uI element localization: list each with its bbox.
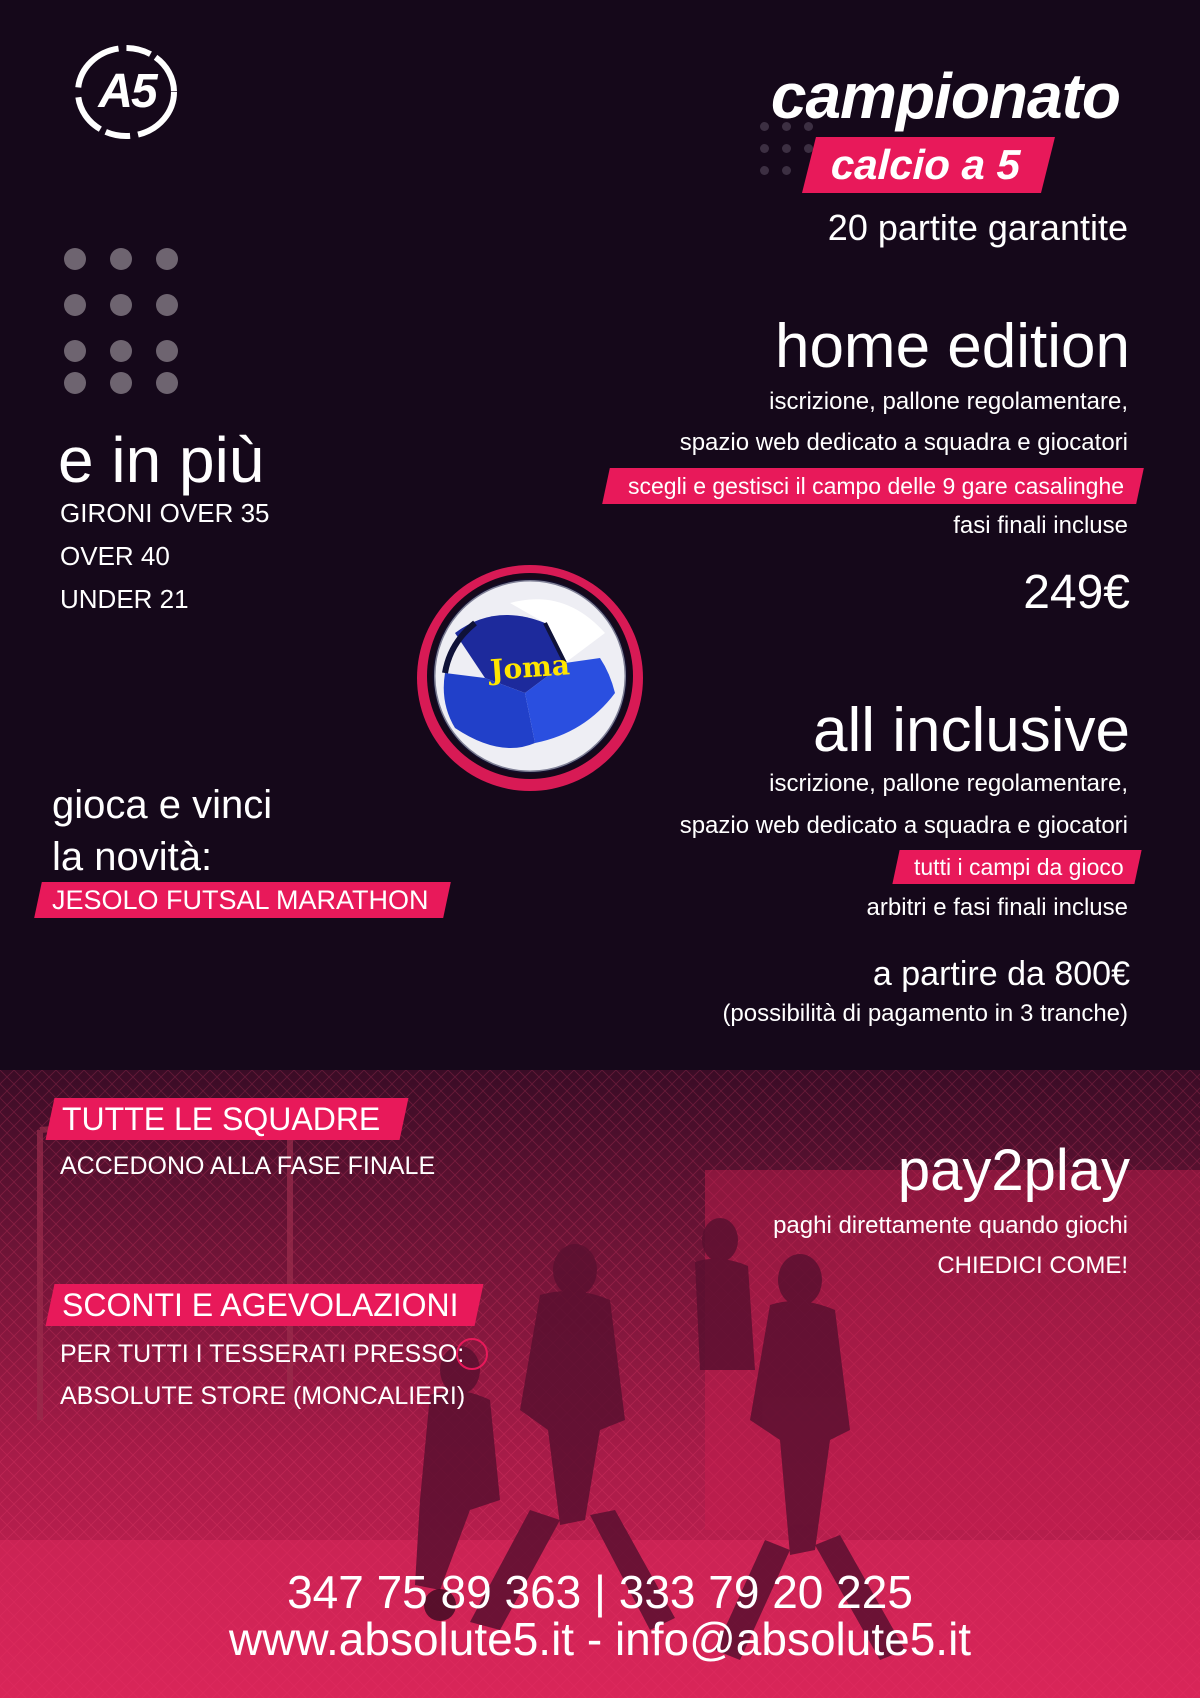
all-inclusive-price: a partire da 800€ bbox=[872, 955, 1130, 993]
discounts-tag bbox=[46, 1284, 483, 1326]
promo-line1: gioca e vinci bbox=[52, 783, 273, 827]
extras-heading: e in più bbox=[58, 424, 265, 496]
all-inclusive-line1: iscrizione, pallone regolamentare, bbox=[769, 770, 1128, 797]
home-edition-highlight-tag bbox=[602, 468, 1144, 504]
home-edition-line3: fasi finali incluse bbox=[953, 512, 1128, 539]
left-dots-decoration bbox=[64, 248, 184, 398]
home-edition-line1: iscrizione, pallone regolamentare, bbox=[769, 388, 1128, 415]
all-inclusive-title: all inclusive bbox=[812, 696, 1130, 765]
all-inclusive-line2: spazio web dedicato a squadra e giocatori bbox=[679, 812, 1128, 839]
pay2play-line2: CHIEDICI COME! bbox=[937, 1252, 1128, 1279]
extras-item: OVER 40 bbox=[60, 541, 170, 571]
brand-logo bbox=[72, 42, 182, 142]
extras-item: GIRONI OVER 35 bbox=[60, 498, 270, 528]
discounts-logo-icon bbox=[456, 1338, 488, 1370]
all-inclusive-note: (possibilità di pagamento in 3 tranche) bbox=[722, 1000, 1128, 1027]
pay2play-title: pay2play bbox=[897, 1138, 1130, 1203]
finals-tag-label: TUTTE LE SQUADRE bbox=[62, 1101, 381, 1137]
all-inclusive-highlight-tag bbox=[893, 850, 1142, 884]
all-inclusive-line3: arbitri e fasi finali incluse bbox=[866, 894, 1128, 921]
header-subtitle-tag bbox=[802, 137, 1055, 193]
soccer-ball-icon bbox=[415, 563, 645, 793]
contact-phones[interactable]: 347 75 89 363 | 333 79 20 225 bbox=[287, 1566, 913, 1618]
discounts-line2: ABSOLUTE STORE (MONCALIERI) bbox=[60, 1382, 466, 1410]
promo-tag-label: JESOLO FUTSAL MARATHON bbox=[52, 885, 429, 915]
extras-item: UNDER 21 bbox=[60, 584, 189, 614]
finals-tag bbox=[46, 1098, 409, 1140]
discounts-line1: PER TUTTI I TESSERATI PRESSO: bbox=[60, 1340, 465, 1368]
logo-monogram: A5 bbox=[98, 65, 156, 118]
ball-brand: Joma bbox=[489, 648, 571, 687]
home-edition-title: home edition bbox=[774, 312, 1130, 381]
finals-text: ACCEDONO ALLA FASE FINALE bbox=[60, 1152, 436, 1180]
header-title: campionato bbox=[770, 60, 1120, 132]
home-edition-highlight: scegli e gestisci il campo delle 9 gare casalinghe bbox=[627, 473, 1124, 499]
discounts-tag-label: SCONTI E AGEVOLAZIONI bbox=[62, 1287, 459, 1323]
promo-tag bbox=[34, 882, 450, 918]
pay2play-line1: paghi direttamente quando giochi bbox=[773, 1212, 1128, 1239]
header-subtitle: calcio a 5 bbox=[830, 141, 1021, 188]
all-inclusive-highlight: tutti i campi da gioco bbox=[914, 854, 1124, 880]
header-tagline: 20 partite garantite bbox=[827, 207, 1128, 248]
home-edition-line2: spazio web dedicato a squadra e giocatori bbox=[679, 429, 1128, 456]
contact-web-email[interactable]: www.absolute5.it - info@absolute5.it bbox=[228, 1613, 972, 1665]
home-edition-price: 249€ bbox=[1023, 566, 1130, 619]
promo-line2: la novità: bbox=[52, 835, 213, 879]
